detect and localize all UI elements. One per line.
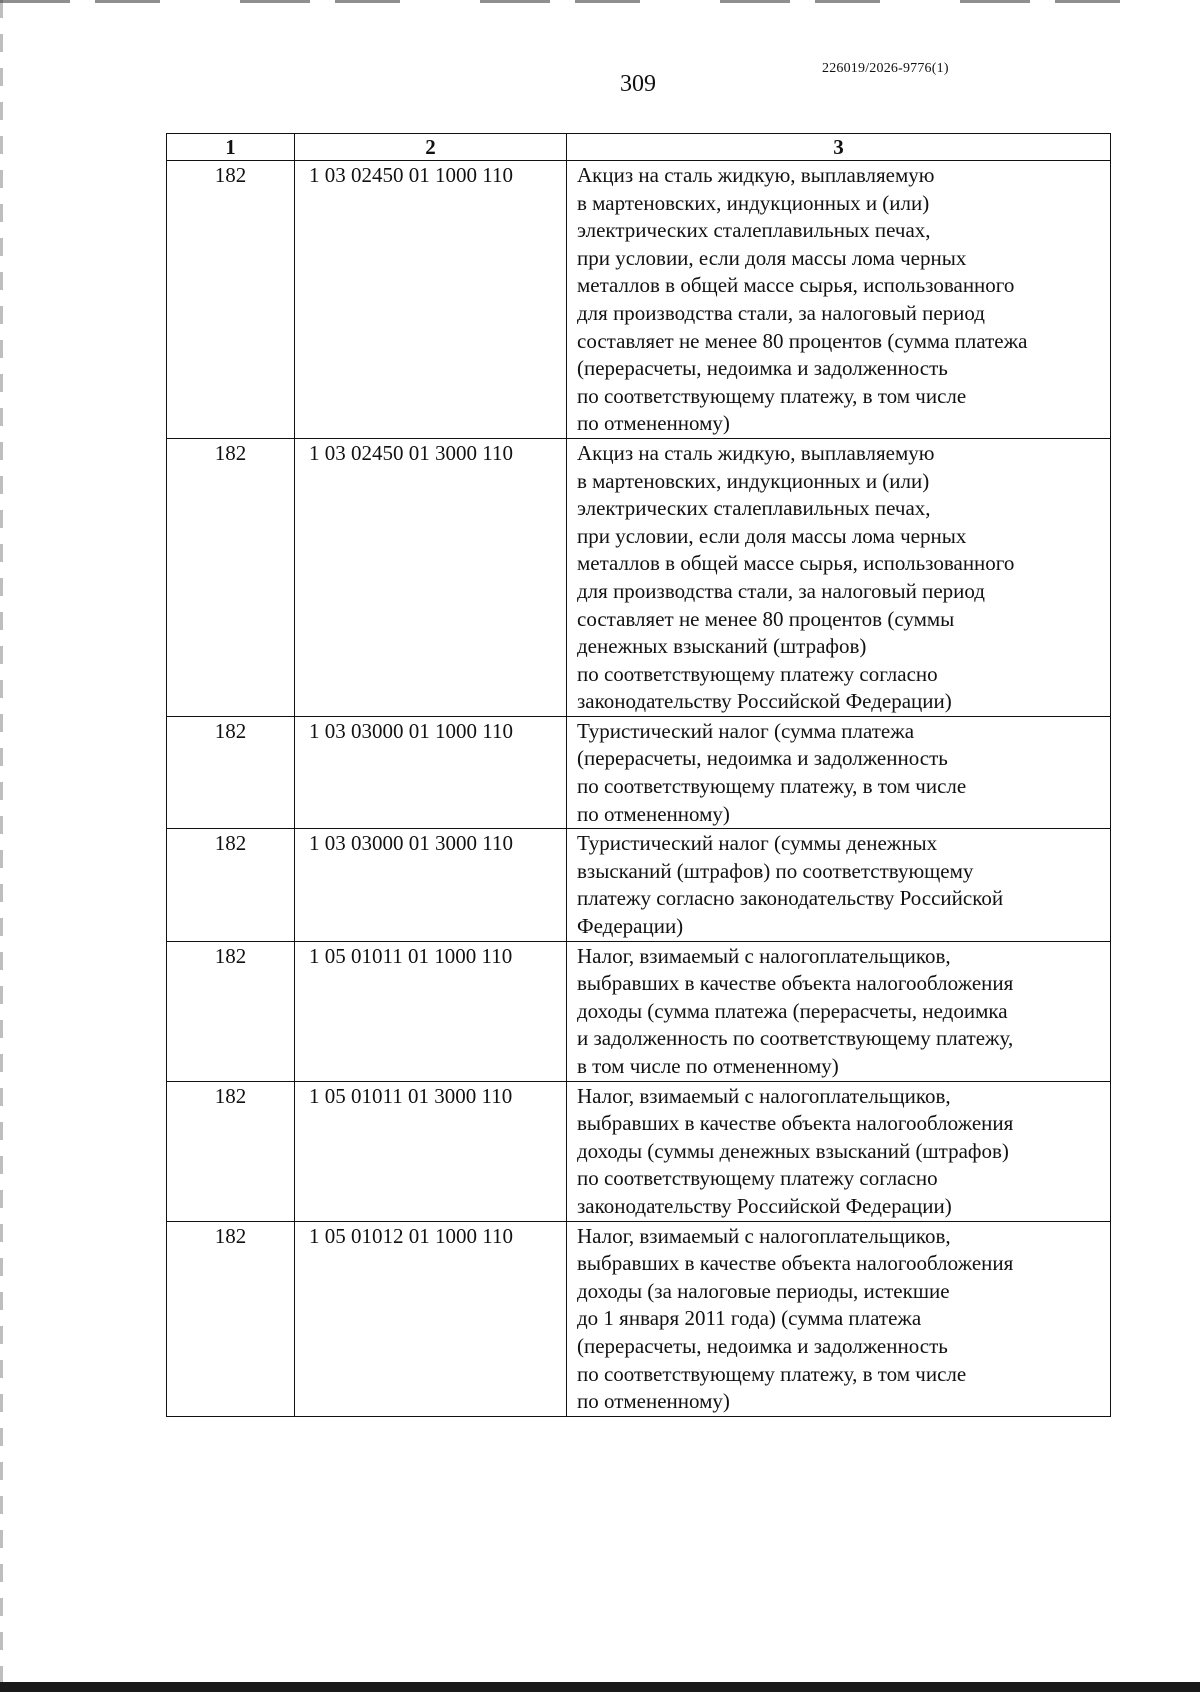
description-line: в мартеновских, индукционных и (или) xyxy=(577,190,930,215)
budget-codes-table-container xyxy=(166,133,1110,1417)
description-line: Акциз на сталь жидкую, выплавляемую xyxy=(577,440,935,465)
admin-code-cell: 182 xyxy=(167,716,295,828)
income-description-cell xyxy=(567,161,1111,439)
description-line: Туристический налог (сумма платежа xyxy=(577,718,915,743)
description-line: для производства стали, за налоговый период xyxy=(577,300,985,325)
scan-edge-left xyxy=(0,0,3,1692)
income-description-cell xyxy=(567,438,1111,716)
description-line: выбравших в качестве объекта налогообложения xyxy=(577,1111,1014,1136)
description-line: до 1 января 2011 года) (сумма платежа xyxy=(577,1306,922,1331)
description-line: Налог, взимаемый с налогоплательщиков, xyxy=(577,1223,951,1248)
description-line: для производства стали, за налоговый период xyxy=(577,578,985,603)
description-line: электрических сталеплавильных печах, xyxy=(577,218,931,243)
budget-classification-code-cell: 1 05 01012 01 1000 110 xyxy=(295,1221,567,1416)
scan-edge-top xyxy=(0,0,1200,3)
income-description-cell xyxy=(567,829,1111,941)
income-description-cell xyxy=(567,1221,1111,1416)
income-description-cell xyxy=(567,1081,1111,1221)
column-header-2: 2 xyxy=(295,134,567,161)
description-line: составляет не менее 80 процентов (суммы xyxy=(577,606,955,631)
description-line: по соответствующему платежу согласно xyxy=(577,1166,938,1191)
description-line: Туристический налог (суммы денежных xyxy=(577,831,938,856)
description-line: Налог, взимаемый с налогоплательщиков, xyxy=(577,1083,951,1108)
table-row xyxy=(167,1221,1111,1416)
description-line: Акциз на сталь жидкую, выплавляемую xyxy=(577,163,935,187)
description-line: платежу согласно законодательству Российской xyxy=(577,886,1004,911)
description-line: по отмененному) xyxy=(577,411,730,436)
description-line: Налог, взимаемый с налогоплательщиков, xyxy=(577,943,951,968)
table-header-row xyxy=(167,134,1111,161)
description-line: по соответствующему платежу, в том числе xyxy=(577,383,967,408)
description-line: выбравших в качестве объекта налогообложения xyxy=(577,971,1014,996)
budget-classification-code-cell: 1 03 03000 01 1000 110 xyxy=(295,716,567,828)
admin-code-cell: 182 xyxy=(167,438,295,716)
budget-classification-code-cell: 1 05 01011 01 3000 110 xyxy=(295,1081,567,1221)
description-line: (перерасчеты, недоимка и задолженность xyxy=(577,746,948,771)
budget-classification-code-cell: 1 03 02450 01 1000 110 xyxy=(295,161,567,439)
scan-edge-bottom xyxy=(0,1682,1200,1692)
description-line: в том числе по отмененному) xyxy=(577,1054,839,1078)
description-line: по отмененному) xyxy=(577,801,730,826)
description-line: металлов в общей массе сырья, использованного xyxy=(577,273,1015,298)
description-line: доходы (суммы денежных взысканий (штрафов) xyxy=(577,1138,1009,1163)
description-line: доходы (сумма платежа (перерасчеты, недоимка xyxy=(577,998,1008,1023)
budget-codes-table xyxy=(166,133,1111,1417)
description-line: доходы (за налоговые периоды, истекшие xyxy=(577,1278,950,1303)
description-line: при условии, если доля массы лома черных xyxy=(577,523,967,548)
description-line: по отмененному) xyxy=(577,1389,730,1414)
description-line: выбравших в качестве объекта налогообложения xyxy=(577,1251,1014,1276)
table-row xyxy=(167,716,1111,828)
document-id: 226019/2026-9776(1) xyxy=(822,61,949,76)
description-line: денежных взысканий (штрафов) xyxy=(577,634,867,659)
budget-classification-code-cell: 1 03 02450 01 3000 110 xyxy=(295,438,567,716)
description-line: (перерасчеты, недоимка и задолженность xyxy=(577,1333,948,1358)
table-row xyxy=(167,438,1111,716)
column-header-1: 1 xyxy=(167,134,295,161)
admin-code-cell: 182 xyxy=(167,941,295,1081)
description-line: металлов в общей массе сырья, использованного xyxy=(577,551,1015,576)
description-line: (перерасчеты, недоимка и задолженность xyxy=(577,356,948,381)
table-row xyxy=(167,941,1111,1081)
description-line: электрических сталеплавильных печах, xyxy=(577,496,931,521)
budget-classification-code-cell: 1 05 01011 01 1000 110 xyxy=(295,941,567,1081)
admin-code-cell: 182 xyxy=(167,829,295,941)
page-number: 309 xyxy=(620,71,656,97)
table-body xyxy=(167,161,1111,1417)
admin-code-cell: 182 xyxy=(167,1081,295,1221)
description-line: составляет не менее 80 процентов (сумма платежа xyxy=(577,328,1028,353)
description-line: при условии, если доля массы лома черных xyxy=(577,245,967,270)
description-line: Федерации) xyxy=(577,914,684,939)
income-description-cell xyxy=(567,941,1111,1081)
description-line: по соответствующему платежу согласно xyxy=(577,661,938,686)
description-line: по соответствующему платежу, в том числе xyxy=(577,1361,967,1386)
description-line: законодательству Российской Федерации) xyxy=(577,689,952,714)
admin-code-cell: 182 xyxy=(167,1221,295,1416)
column-header-3: 3 xyxy=(567,134,1111,161)
description-line: и задолженность по соответствующему платежу, xyxy=(577,1026,1014,1051)
income-description-cell xyxy=(567,716,1111,828)
description-line: в мартеновских, индукционных и (или) xyxy=(577,468,930,493)
admin-code-cell: 182 xyxy=(167,161,295,439)
budget-classification-code-cell: 1 03 03000 01 3000 110 xyxy=(295,829,567,941)
table-row xyxy=(167,829,1111,941)
table-row xyxy=(167,161,1111,439)
description-line: законодательству Российской Федерации) xyxy=(577,1193,952,1218)
description-line: взысканий (штрафов) по соответствующему xyxy=(577,858,974,883)
description-line: по соответствующему платежу, в том числе xyxy=(577,774,967,799)
table-row xyxy=(167,1081,1111,1221)
